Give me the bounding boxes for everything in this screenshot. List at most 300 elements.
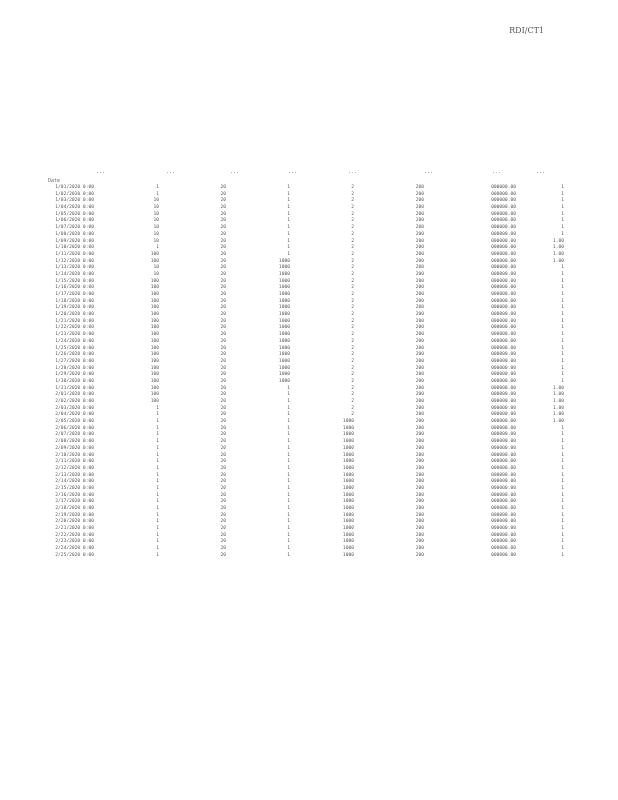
table-cell: 1/28/2020 0:00: [55, 365, 94, 371]
table-cell: 100: [150, 258, 159, 264]
table-cell: 10: [153, 265, 159, 271]
table-cell: 200: [415, 485, 424, 491]
table-cell: 20: [220, 439, 226, 445]
table-cell: 000000.00: [491, 298, 516, 304]
table-cell: 1.00: [552, 419, 564, 425]
table-cell: 000000.00: [491, 358, 516, 364]
table-cell: 2: [351, 385, 354, 391]
table-cell: 1000: [278, 338, 290, 344]
table-cell: 1: [156, 439, 159, 445]
table-cell: 000000.00: [491, 385, 516, 391]
table-cell: 200: [415, 552, 424, 558]
table-cell: 1: [561, 459, 564, 465]
table-cell: 20: [220, 546, 226, 552]
table-cell: 200: [415, 198, 424, 204]
table-cell: 2: [351, 305, 354, 311]
table-cell: 1: [156, 191, 159, 197]
table-row: [44, 292, 564, 299]
table-cell: 000000.00: [491, 392, 516, 398]
table-row: [44, 412, 564, 419]
table-row: [44, 446, 564, 453]
table-cell: 000000.00: [491, 251, 516, 257]
table-cell: 200: [415, 479, 424, 485]
table-cell: 1/18/2020 0:00: [55, 298, 94, 304]
table-cell: 200: [415, 412, 424, 418]
table-cell: 1: [561, 372, 564, 378]
table-cell: 2: [351, 318, 354, 324]
table-cell: 1: [561, 225, 564, 231]
table-row: [44, 439, 564, 446]
table-cell: 1: [561, 278, 564, 284]
table-cell: 20: [220, 419, 226, 425]
table-cell: 20: [220, 485, 226, 491]
table-cell: 000000.00: [491, 532, 516, 538]
table-cell: 2: [351, 352, 354, 358]
table-cell: 2: [351, 225, 354, 231]
table-cell: 1/12/2020 0:00: [55, 258, 94, 264]
table-cell: 000000.00: [491, 218, 516, 224]
table-row: [44, 486, 564, 493]
table-cell: 100: [150, 292, 159, 297]
table-cell: 1: [156, 445, 159, 451]
table-cell: 000000.00: [491, 198, 516, 204]
table-cell: 200: [415, 305, 424, 311]
table-cell: 20: [220, 539, 226, 545]
table-cell: 1000: [342, 546, 354, 552]
column-header: ...: [536, 169, 546, 175]
table-cell: 100: [150, 278, 159, 284]
table-cell: 10: [153, 238, 159, 244]
table-cell: 1/30/2020 0:00: [55, 378, 94, 384]
table-cell: 20: [220, 251, 226, 257]
table-cell: 200: [415, 325, 424, 331]
table-cell: 2: [351, 412, 354, 418]
table-cell: 20: [220, 445, 226, 451]
table-cell: 2/16/2020 0:00: [55, 492, 94, 498]
table-cell: 1/26/2020 0:00: [55, 352, 94, 358]
table-cell: 10: [153, 198, 159, 204]
table-cell: 1000: [342, 512, 354, 518]
table-cell: 2/19/2020 0:00: [55, 512, 94, 518]
table-row: [44, 419, 564, 426]
table-cell: 1: [287, 399, 290, 404]
table-cell: 1: [561, 231, 564, 237]
table-cell: 20: [220, 526, 226, 532]
table-cell: 1: [156, 465, 159, 471]
table-cell: 20: [220, 372, 226, 378]
table-cell: 1/31/2020 0:00: [55, 385, 94, 391]
table-cell: 2: [351, 292, 354, 297]
table-cell: 000000.00: [491, 472, 516, 478]
table-cell: 1000: [342, 465, 354, 471]
table-cell: 1: [287, 251, 290, 257]
table-cell: 200: [415, 378, 424, 384]
table-cell: 200: [415, 432, 424, 438]
table-cell: 1: [287, 452, 290, 458]
table-cell: 200: [415, 445, 424, 451]
table-cell: 100: [150, 352, 159, 358]
table-cell: 1000: [278, 332, 290, 338]
table-cell: 1: [561, 292, 564, 297]
table-cell: 2/07/2020 0:00: [55, 432, 94, 438]
table-row: [44, 539, 564, 546]
table-cell: 1000: [342, 425, 354, 431]
table-cell: 100: [150, 332, 159, 338]
table-cell: 1: [287, 479, 290, 485]
table-cell: 200: [415, 278, 424, 284]
table-cell: 1: [287, 546, 290, 552]
table-cell: 2: [351, 278, 354, 284]
table-cell: 100: [150, 378, 159, 384]
table-cell: 20: [220, 499, 226, 505]
table-cell: 200: [415, 419, 424, 425]
table-cell: 1/22/2020 0:00: [55, 325, 94, 331]
table-cell: 2/08/2020 0:00: [55, 439, 94, 445]
table-cell: 1000: [278, 372, 290, 378]
table-cell: 1: [561, 352, 564, 358]
table-cell: 1: [561, 358, 564, 364]
table-cell: 2: [351, 345, 354, 351]
table-cell: 200: [415, 292, 424, 297]
table-cell: 200: [415, 532, 424, 538]
table-cell: 1: [287, 198, 290, 204]
table-cell: 1/25/2020 0:00: [55, 345, 94, 351]
table-cell: 1: [156, 519, 159, 525]
table-cell: 1000: [342, 432, 354, 438]
table-cell: 1.00: [552, 405, 564, 411]
table-cell: 2/09/2020 0:00: [55, 445, 94, 451]
table-row: [44, 245, 564, 252]
table-cell: 1000: [342, 539, 354, 545]
table-cell: 2/02/2020 0:00: [55, 399, 94, 404]
table-cell: 100: [150, 251, 159, 257]
table-cell: 1: [561, 532, 564, 538]
table-cell: 20: [220, 378, 226, 384]
table-cell: 20: [220, 271, 226, 277]
table-cell: 1: [561, 439, 564, 445]
table-cell: 1: [287, 191, 290, 197]
table-cell: 1: [561, 205, 564, 211]
table-cell: 100: [150, 305, 159, 311]
table-row: [44, 239, 564, 246]
table-cell: 000000.00: [491, 499, 516, 505]
table-cell: 2: [351, 285, 354, 291]
table-cell: 20: [220, 405, 226, 411]
table-cell: 200: [415, 506, 424, 511]
table-cell: 1: [156, 485, 159, 491]
table-cell: 1: [561, 432, 564, 438]
table-cell: 1: [561, 338, 564, 344]
table-cell: 1000: [278, 278, 290, 284]
table-cell: 200: [415, 546, 424, 552]
table-cell: 1: [287, 472, 290, 478]
table-cell: 1: [561, 479, 564, 485]
table-cell: 000000.00: [491, 191, 516, 197]
table-row: [44, 379, 564, 386]
table-cell: 1: [287, 512, 290, 518]
table-cell: 200: [415, 332, 424, 338]
table-cell: 100: [150, 385, 159, 391]
table-cell: 1: [561, 378, 564, 384]
table-row: [44, 232, 564, 239]
table-cell: 1.00: [552, 251, 564, 257]
table-cell: 200: [415, 465, 424, 471]
table-cell: 1: [561, 546, 564, 552]
table-cell: 2: [351, 378, 354, 384]
table-cell: 1/13/2020 0:00: [55, 265, 94, 271]
table-cell: 1: [561, 499, 564, 505]
table-cell: 1: [156, 412, 159, 418]
table-cell: 2: [351, 338, 354, 344]
table-cell: 000000.00: [491, 452, 516, 458]
table-cell: 1: [561, 265, 564, 271]
table-cell: 000000.00: [491, 265, 516, 271]
table-cell: 1: [156, 432, 159, 438]
table-cell: 2: [351, 312, 354, 318]
table-cell: 1: [287, 445, 290, 451]
table-cell: 100: [150, 399, 159, 404]
table-cell: 20: [220, 532, 226, 538]
table-row: [44, 366, 564, 373]
table-row: [44, 185, 564, 192]
table-cell: 200: [415, 539, 424, 545]
table-cell: 000000.00: [491, 445, 516, 451]
table-cell: 1: [561, 452, 564, 458]
table-cell: 1/17/2020 0:00: [55, 292, 94, 297]
table-cell: 1: [561, 519, 564, 525]
table-row: [44, 359, 564, 366]
table-cell: 1: [156, 419, 159, 425]
table-cell: 1: [156, 512, 159, 518]
table-cell: 100: [150, 312, 159, 318]
table-cell: 2/01/2020 0:00: [55, 392, 94, 398]
table-row: [44, 459, 564, 466]
table-cell: 1000: [278, 265, 290, 271]
table-cell: 1: [156, 526, 159, 532]
table-cell: 1.00: [552, 385, 564, 391]
table-cell: 20: [220, 479, 226, 485]
table-cell: 20: [220, 352, 226, 358]
table-cell: 2: [351, 231, 354, 237]
table-cell: 200: [415, 251, 424, 257]
table-cell: 20: [220, 245, 226, 251]
table-cell: 1: [561, 552, 564, 558]
table-cell: 20: [220, 292, 226, 297]
table-cell: 1: [561, 218, 564, 224]
table-cell: 000000.00: [491, 245, 516, 251]
table-cell: 20: [220, 452, 226, 458]
table-cell: 1.00: [552, 392, 564, 398]
table-cell: 1: [561, 365, 564, 371]
table-row: [44, 432, 564, 439]
table-cell: 000000.00: [491, 292, 516, 297]
table-cell: 1000: [278, 271, 290, 277]
table-cell: 200: [415, 318, 424, 324]
table-cell: 2: [351, 392, 354, 398]
table-row: [44, 299, 564, 306]
table-cell: 1: [561, 485, 564, 491]
table-cell: 1/21/2020 0:00: [55, 318, 94, 324]
table-row: [44, 252, 564, 259]
table-cell: 000000.00: [491, 526, 516, 532]
table-cell: 200: [415, 218, 424, 224]
table-cell: 2/14/2020 0:00: [55, 479, 94, 485]
table-row: [44, 479, 564, 486]
table-cell: 1000: [278, 298, 290, 304]
table-cell: 1000: [342, 552, 354, 558]
table-cell: 2: [351, 238, 354, 244]
table-cell: 2: [351, 358, 354, 364]
table-cell: 1: [287, 392, 290, 398]
table-cell: 2/15/2020 0:00: [55, 485, 94, 491]
table-cell: 1000: [278, 285, 290, 291]
table-cell: 1/06/2020 0:00: [55, 218, 94, 224]
table-cell: 200: [415, 385, 424, 391]
table-cell: 2/03/2020 0:00: [55, 405, 94, 411]
table-cell: 1: [287, 185, 290, 190]
table-cell: 200: [415, 312, 424, 318]
table-cell: 1/19/2020 0:00: [55, 305, 94, 311]
table-cell: 1000: [342, 532, 354, 538]
table-cell: 200: [415, 185, 424, 190]
table-cell: 20: [220, 298, 226, 304]
table-cell: 2/18/2020 0:00: [55, 506, 94, 511]
table-row: [44, 513, 564, 520]
table-cell: 100: [150, 358, 159, 364]
table-cell: 1.00: [552, 399, 564, 404]
table-cell: 000000.00: [491, 231, 516, 237]
table-cell: 2/04/2020 0:00: [55, 412, 94, 418]
table-cell: 1000: [342, 445, 354, 451]
table-cell: 1000: [342, 506, 354, 511]
table-cell: 2/11/2020 0:00: [55, 459, 94, 465]
table-cell: 2: [351, 265, 354, 271]
table-cell: 2/12/2020 0:00: [55, 465, 94, 471]
table-cell: 000000.00: [491, 485, 516, 491]
table-cell: 000000.00: [491, 465, 516, 471]
table-cell: 200: [415, 425, 424, 431]
table-cell: 200: [415, 526, 424, 532]
table-cell: 20: [220, 211, 226, 217]
table-cell: 1: [287, 439, 290, 445]
table-cell: 1: [156, 452, 159, 458]
table-cell: 2/21/2020 0:00: [55, 526, 94, 532]
table-cell: 1: [287, 412, 290, 418]
table-cell: 1: [156, 479, 159, 485]
table-cell: 000000.00: [491, 211, 516, 217]
table-cell: 000000.00: [491, 352, 516, 358]
table-cell: 1: [561, 318, 564, 324]
table-cell: 2: [351, 399, 354, 404]
table-row: [44, 493, 564, 500]
table-cell: 2: [351, 185, 354, 190]
table-cell: 200: [415, 345, 424, 351]
table-cell: 1/04/2020 0:00: [55, 205, 94, 211]
table-cell: 000000.00: [491, 325, 516, 331]
table-cell: 20: [220, 325, 226, 331]
table-cell: 1000: [278, 258, 290, 264]
table-cell: 1: [561, 506, 564, 511]
table-cell: 200: [415, 405, 424, 411]
table-cell: 1: [287, 459, 290, 465]
table-cell: 000000.00: [491, 378, 516, 384]
table-cell: 2: [351, 191, 354, 197]
table-cell: 20: [220, 552, 226, 558]
table-cell: 1000: [342, 492, 354, 498]
table-cell: 1: [287, 532, 290, 538]
table-cell: 1/05/2020 0:00: [55, 211, 94, 217]
table-row: [44, 499, 564, 506]
table-cell: 1: [561, 512, 564, 518]
table-row: [44, 312, 564, 319]
table-cell: 20: [220, 399, 226, 404]
table-header: [44, 169, 564, 178]
table-cell: 1: [561, 312, 564, 318]
table-cell: 1: [287, 519, 290, 525]
table-cell: 20: [220, 432, 226, 438]
table-row: [44, 526, 564, 533]
table-cell: 1.00: [552, 245, 564, 251]
table-row: [44, 553, 564, 560]
table-cell: 000000.00: [491, 372, 516, 378]
table-cell: 000000.00: [491, 539, 516, 545]
table-cell: 1000: [278, 318, 290, 324]
table-cell: 20: [220, 312, 226, 318]
table-cell: 100: [150, 298, 159, 304]
table-cell: 20: [220, 512, 226, 518]
table-cell: 2: [351, 372, 354, 378]
table-row: [44, 332, 564, 339]
table-subheader: [44, 178, 564, 185]
table-cell: 20: [220, 358, 226, 364]
table-cell: 000000.00: [491, 519, 516, 525]
table-cell: 1: [561, 472, 564, 478]
table-cell: 200: [415, 352, 424, 358]
table-cell: 000000.00: [491, 205, 516, 211]
table-cell: 1: [561, 539, 564, 545]
table-cell: 1: [561, 325, 564, 331]
table-cell: 1/14/2020 0:00: [55, 271, 94, 277]
table-cell: 1: [287, 506, 290, 511]
column-header: ...: [492, 169, 502, 175]
table-cell: 20: [220, 519, 226, 525]
table-cell: 000000.00: [491, 332, 516, 338]
table-cell: 1: [287, 492, 290, 498]
table-cell: 1: [156, 539, 159, 545]
table-cell: 20: [220, 465, 226, 471]
table-cell: 1: [561, 285, 564, 291]
table-cell: 200: [415, 392, 424, 398]
table-cell: 1/02/2020 0:00: [55, 191, 94, 197]
table-cell: 1/15/2020 0:00: [55, 278, 94, 284]
table-cell: 2: [351, 271, 354, 277]
table-cell: 20: [220, 185, 226, 190]
table-cell: 2: [351, 405, 354, 411]
table-cell: 1/03/2020 0:00: [55, 198, 94, 204]
table-cell: 20: [220, 191, 226, 197]
table-cell: 20: [220, 412, 226, 418]
table-cell: 000000.00: [491, 412, 516, 418]
table-cell: 1000: [278, 378, 290, 384]
table-cell: 1: [561, 445, 564, 451]
table-cell: 1: [156, 552, 159, 558]
table-row: [44, 198, 564, 205]
table-row: [44, 192, 564, 199]
table-cell: 20: [220, 472, 226, 478]
table-cell: 000000.00: [491, 225, 516, 231]
table-cell: 1: [287, 539, 290, 545]
table-cell: 1: [156, 425, 159, 431]
